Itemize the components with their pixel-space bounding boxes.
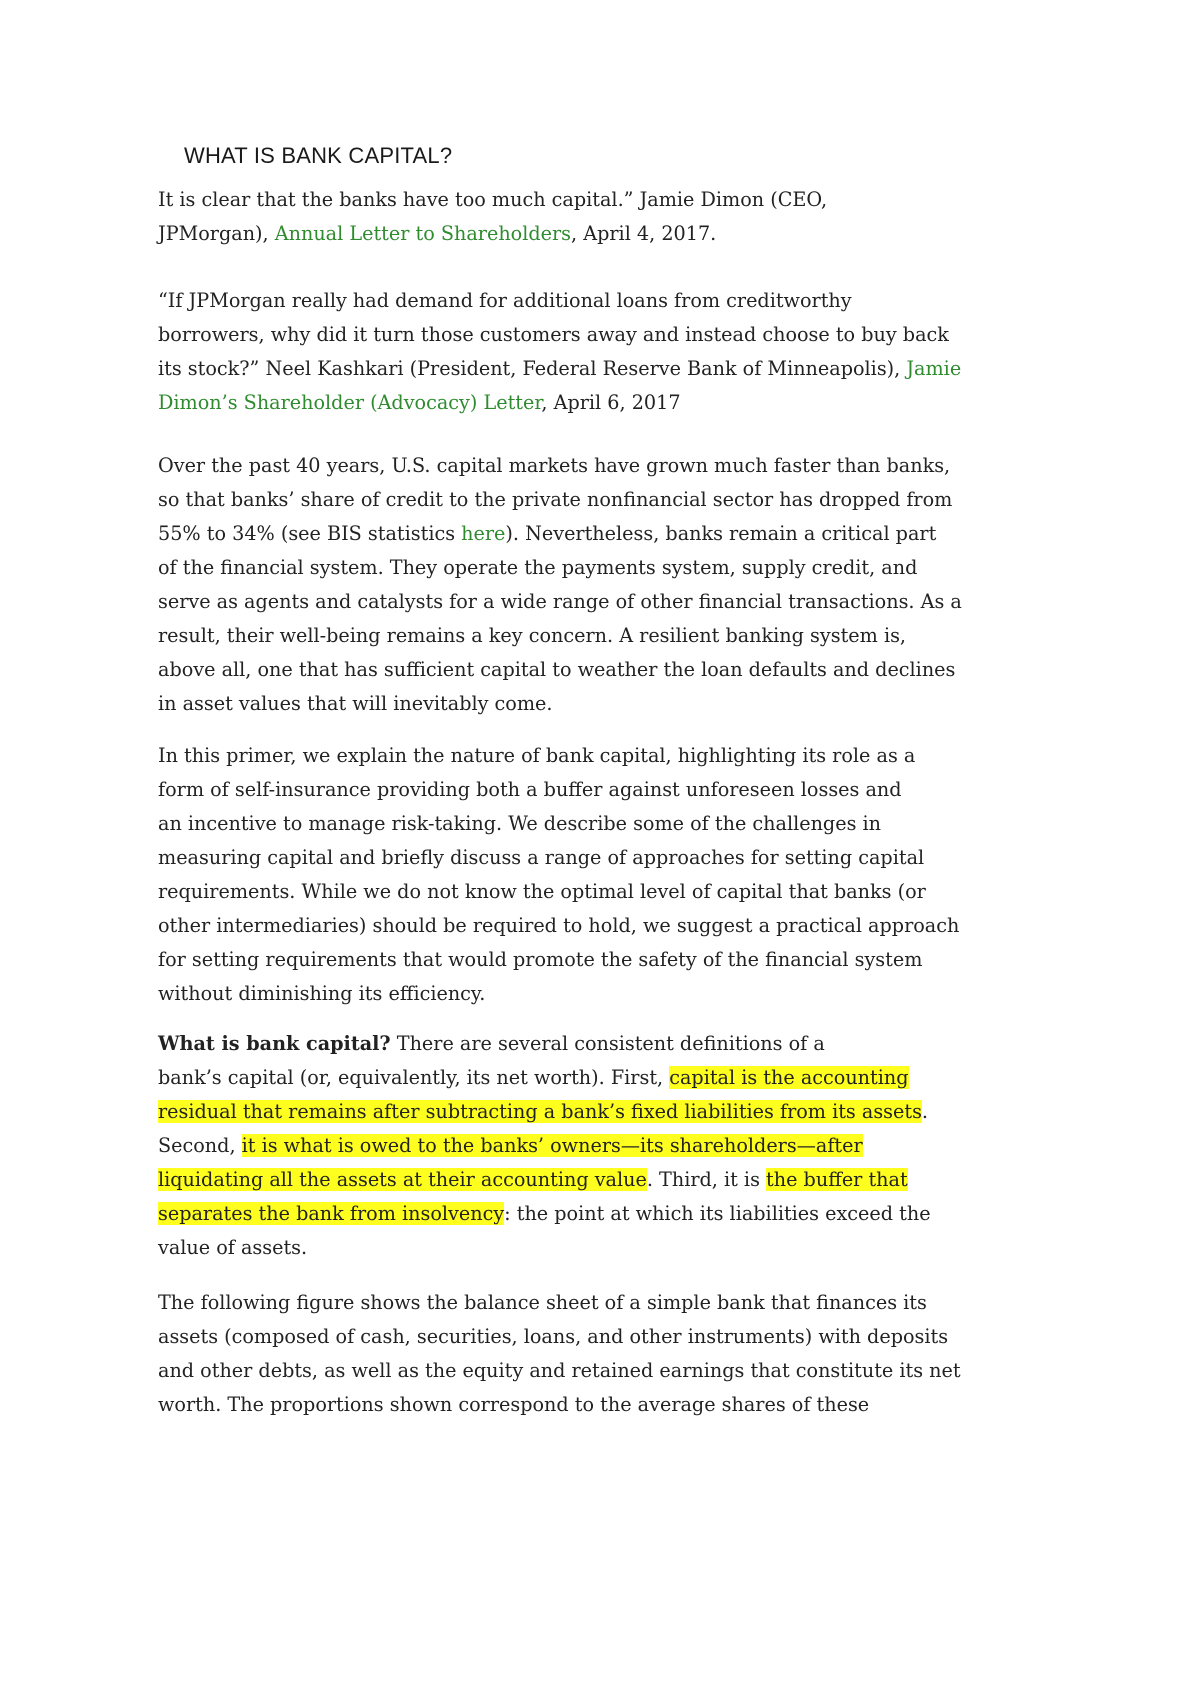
text-line xyxy=(158,386,1058,420)
text-run: . xyxy=(921,1100,929,1123)
text-run: , April 4, 2017. xyxy=(571,222,717,245)
text-line xyxy=(158,1027,1058,1061)
text-line xyxy=(158,352,1058,386)
text-line: in asset values that will inevitably come. xyxy=(158,692,553,715)
text-run: There are several consistent definitions of a xyxy=(390,1032,825,1055)
text-line: so that banks’ share of credit to the private nonfinancial sector has dropped from xyxy=(158,488,953,511)
text-line: form of self-insurance providing both a buffer against unforeseen losses and xyxy=(158,778,902,801)
text-line: and other debts, as well as the equity and retained earnings that constitute its net xyxy=(158,1359,961,1382)
text-line: value of assets. xyxy=(158,1236,308,1259)
kashkari-quote-paragraph xyxy=(158,284,1058,420)
intro-paragraph xyxy=(158,449,1058,721)
annual-letter-link[interactable]: Annual Letter to Shareholders xyxy=(274,222,572,245)
text-line: other intermediaries) should be required to hold, we suggest a practical approach xyxy=(158,914,960,937)
text-line: The following figure shows the balance sheet of a simple bank that finances its xyxy=(158,1291,927,1314)
text-line xyxy=(158,1129,1058,1163)
text-line: borrowers, why did it turn those customers away and instead choose to buy back xyxy=(158,323,949,346)
text-line: without diminishing its efficiency. xyxy=(158,982,486,1005)
text-line xyxy=(158,517,1058,551)
text-line xyxy=(158,1095,1058,1129)
text-line: It is clear that the banks have too much capital.” Jamie Dimon (CEO, xyxy=(158,188,828,211)
text-line: serve as agents and catalysts for a wide range of other financial transactions. As a xyxy=(158,590,962,613)
page-title: WHAT IS BANK CAPITAL? xyxy=(184,143,453,168)
text-line xyxy=(158,1197,1058,1231)
shareholder-letter-link[interactable]: Jamie xyxy=(906,357,962,380)
text-line xyxy=(158,1061,1058,1095)
definition-paragraph xyxy=(158,1027,1058,1265)
text-line: of the financial system. They operate the payments system, supply credit, and xyxy=(158,556,918,579)
text-line: requirements. While we do not know the optimal level of capital that banks (or xyxy=(158,880,926,903)
text-line: Over the past 40 years, U.S. capital markets have grown much faster than banks, xyxy=(158,454,951,477)
text-line: In this primer, we explain the nature of bank capital, highlighting its role as a xyxy=(158,744,916,767)
text-line: worth. The proportions shown correspond to the average shares of these xyxy=(158,1393,870,1416)
primer-paragraph xyxy=(158,739,1058,1011)
text-line: an incentive to manage risk-taking. We describe some of the challenges in xyxy=(158,812,882,835)
shareholder-letter-link-cont[interactable]: Dimon’s Shareholder (Advocacy) Letter xyxy=(158,391,542,414)
highlighted-text: the buffer that xyxy=(766,1168,908,1191)
text-run: Second, xyxy=(158,1134,242,1157)
bis-statistics-link[interactable]: here xyxy=(461,522,506,545)
text-run: , April 6, 2017 xyxy=(541,391,681,414)
text-line: “If JPMorgan really had demand for additional loans from creditworthy xyxy=(158,289,852,312)
text-run: ). Nevertheless, banks remain a critical part xyxy=(505,522,937,545)
section-lead-heading: What is bank capital? xyxy=(158,1032,391,1055)
text-line xyxy=(158,1163,1058,1197)
text-run: 55% to 34% (see BIS statistics xyxy=(158,522,462,545)
highlighted-text: it is what is owed to the banks’ owners—its shareholders—after xyxy=(241,1134,863,1157)
text-run: its stock?” Neel Kashkari (President, Federal Reserve Bank of Minneapolis), xyxy=(158,357,907,380)
highlighted-text: capital is the accounting xyxy=(669,1066,909,1089)
figure-intro-paragraph xyxy=(158,1286,1058,1422)
text-line xyxy=(158,217,1058,251)
highlighted-text: residual that remains after subtracting a bank’s fixed liabilities from its assets xyxy=(158,1100,922,1123)
text-line: result, their well-being remains a key concern. A resilient banking system is, xyxy=(158,624,907,647)
text-line: above all, one that has sufficient capital to weather the loan defaults and declines xyxy=(158,658,956,681)
highlighted-text: liquidating all the assets at their accounting value xyxy=(158,1168,647,1191)
text-line: measuring capital and briefly discuss a range of approaches for setting capital xyxy=(158,846,925,869)
dimon-quote-paragraph xyxy=(158,183,1058,251)
text-run: bank’s capital (or, equivalently, its net worth). First, xyxy=(158,1066,670,1089)
highlighted-text: separates the bank from insolvency xyxy=(158,1202,505,1225)
text-line: for setting requirements that would promote the safety of the financial system xyxy=(158,948,923,971)
text-run: JPMorgan), xyxy=(158,222,275,245)
text-run: . Third, it is xyxy=(646,1168,767,1191)
text-run: : the point at which its liabilities exceed the xyxy=(504,1202,931,1225)
text-line: assets (composed of cash, securities, loans, and other instruments) with deposits xyxy=(158,1325,949,1348)
